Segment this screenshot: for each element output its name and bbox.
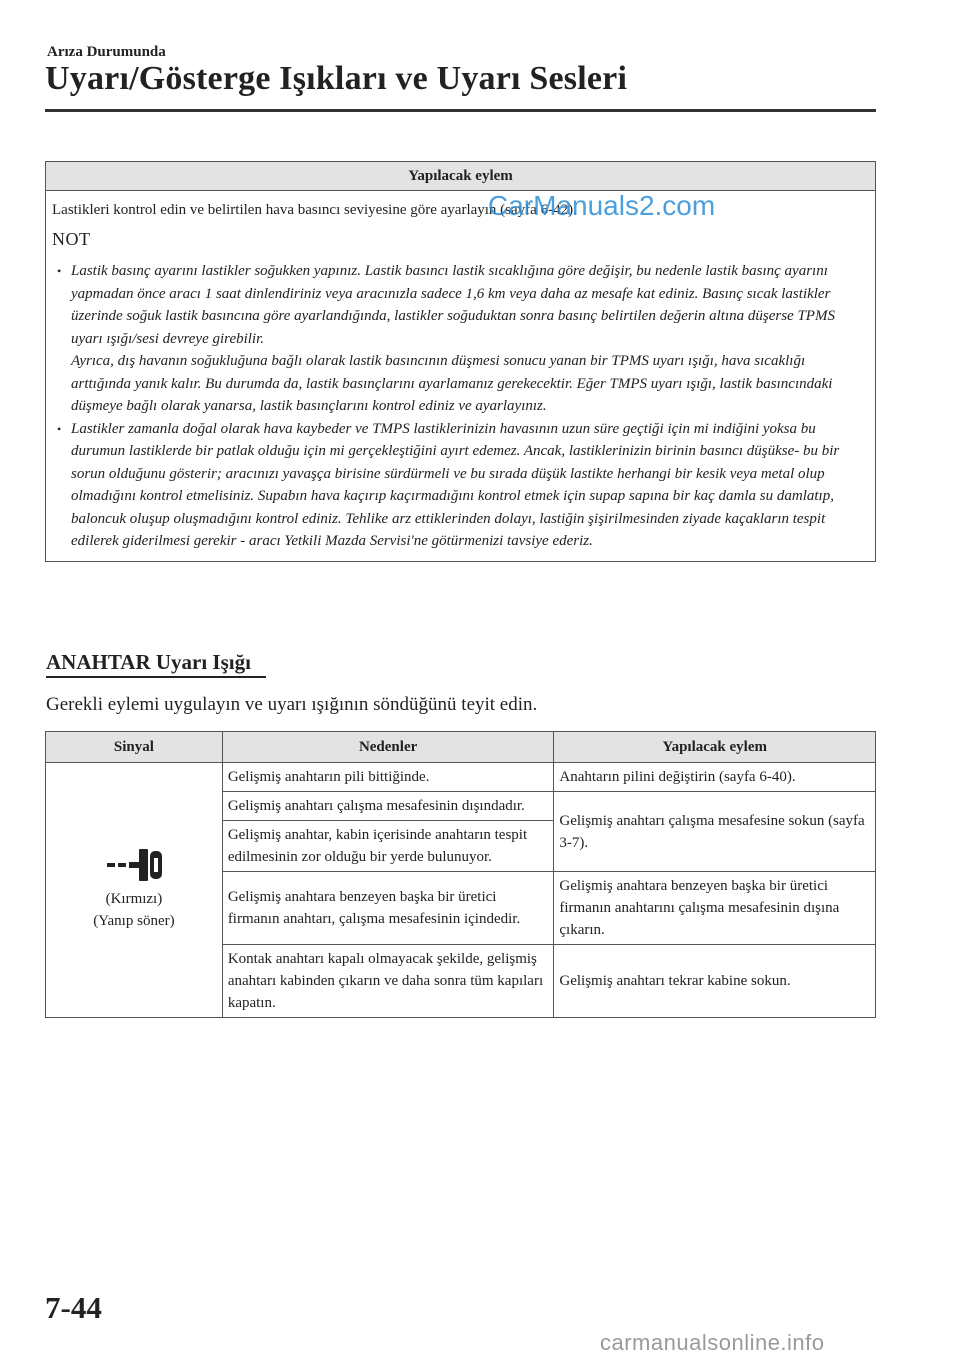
section-intro: Gerekli eylemi uygulayın ve uyarı ışığının söndüğünü teyit edin. [46,694,538,715]
column-header: Yapılacak eylem [554,732,876,763]
action-box-body [46,191,875,561]
action-cell: Gelişmiş anahtarı tekrar kabine sokun. [554,945,876,1018]
cause-cell: Gelişmiş anahtar, kabin içerisinde anahtarın tespit edilmesinin zor olduğu bir yerde bulunuyor. [222,821,554,872]
section-heading-underline [46,676,266,678]
watermark: CarManuals2.com [488,190,716,221]
cause-cell: Kontak anahtarı kapalı olmayacak şekilde, gelişmiş anahtarı kabinden çıkarın ve daha sonra tüm kapıları kapatın. [222,945,554,1018]
action-cell: Anahtarın pilini değiştirin (sayfa 6-40). [554,763,876,792]
action-box [45,161,876,562]
action-cell: Gelişmiş anahtarı çalışma mesafesine sokun (sayfa 3-7). [554,792,876,872]
note-paragraph: Ayrıca, dış havanın soğukluğuna bağlı olarak lastik basıncının düşmesi sonucu yanan bir TPMS uyarı ışığı, hava sıcaklığı arttığında yanık kalır. Bu durumda da, lastik basınçlarını ayarlamanız gerekecektir. Eğer TMPS uyarı ışığı, lastik basıncındaki düşmeye bağlı olarak yanarsa, lastik basınçlarını kontrol ediniz ve ayarlayınız. [71,353,833,414]
title-rule [45,109,876,112]
key-warning-table [45,731,876,1018]
column-header: Nedenler [222,732,554,763]
signal-cell [46,763,223,1018]
signal-state-label: (Yanıp söner) [93,913,175,929]
note-list [52,260,867,553]
page-title: Uyarı/Gösterge Işıkları ve Uyarı Sesleri [45,60,628,97]
signal-color-label: (Kırmızı) [105,891,163,907]
table-header-row [46,732,876,763]
action-box-heading: Yapılacak eylem [46,162,875,191]
key-icon [105,848,163,882]
note-paragraph: Lastik basınç ayarını lastikler soğukken yapınız. Lastik basıncı lastik sıcaklığına göre değişir, bu nedenle lastik basınç ayarını yapmadan önce aracı 1 saat dinlendiriniz veya aracınızla sadece 1,6 km veya daha az mesafe kat ediniz. Basınç sıcak lastikler üzerinde soğuk lastik basıncına göre ayarlandığında, lastikler soğuduktan sonra basınç belirtilen değerin altına düşerse TPMS uyarı ışığı/sesi devreye girebilir. [71,263,835,347]
section-heading: ANAHTAR Uyarı Işığı [46,650,251,674]
footer-watermark: carmanualsonline.info [600,1330,825,1355]
column-header: Sinyal [46,732,223,763]
cause-cell: Gelişmiş anahtarın pili bittiğinde. [222,763,554,792]
note-paragraph: Lastikler zamanla doğal olarak hava kaybeder ve TMPS lastiklerinizin havasının uzun süre geçtiği için mi indiğini yoksa bu durumun lastiklerde bir patlak olduğu için mi gerçekleştiğini ayırt edemez. Ancak, lastiklerinizin birinin basıncı düşükse- bu bir sorun olduğunu gösterir; aracınızı yavaşça birisine sürdürmeli ve bu sırada düşük lastikte herhangi bir kesik veya metal olup olmadığını kontrol etmelisiniz. Supabın hava kaçırıp kaçırmadığını kontrol etmek için supap sapına bir kaç damla su damlatıp, baloncuk oluşup oluşmadığını kontrol ediniz. Tehlike arz ettiklerinden dolayı, lastiğin şişirilmesinden ziyade kaçakların tespit edilerek giderilmesi gerekir - aracı Yetkili Mazda Servisi'ne götürmenizi tavsiye ederiz. [71,420,840,549]
cause-cell: Gelişmiş anahtarı çalışma mesafesinin dışındadır. [222,792,554,821]
note-label: NOT [52,229,91,249]
action-text: Lastikleri kontrol edin ve belirtilen hava basıncı seviyesine göre ayarlayın (sayfa 6-42). [52,202,577,218]
table-row [46,763,876,792]
cause-cell: Gelişmiş anahtara benzeyen başka bir üretici firmanın anahtarı, çalışma mesafesinin içindedir. [222,872,554,945]
note-item [52,418,867,553]
action-cell: Gelişmiş anahtara benzeyen başka bir üretici firmanın anahtarını çalışma mesafesinin dışına çıkarın. [554,872,876,945]
section-label: Arıza Durumunda [47,44,166,60]
note-item [52,260,867,418]
page-number: 7-44 [45,1290,102,1325]
